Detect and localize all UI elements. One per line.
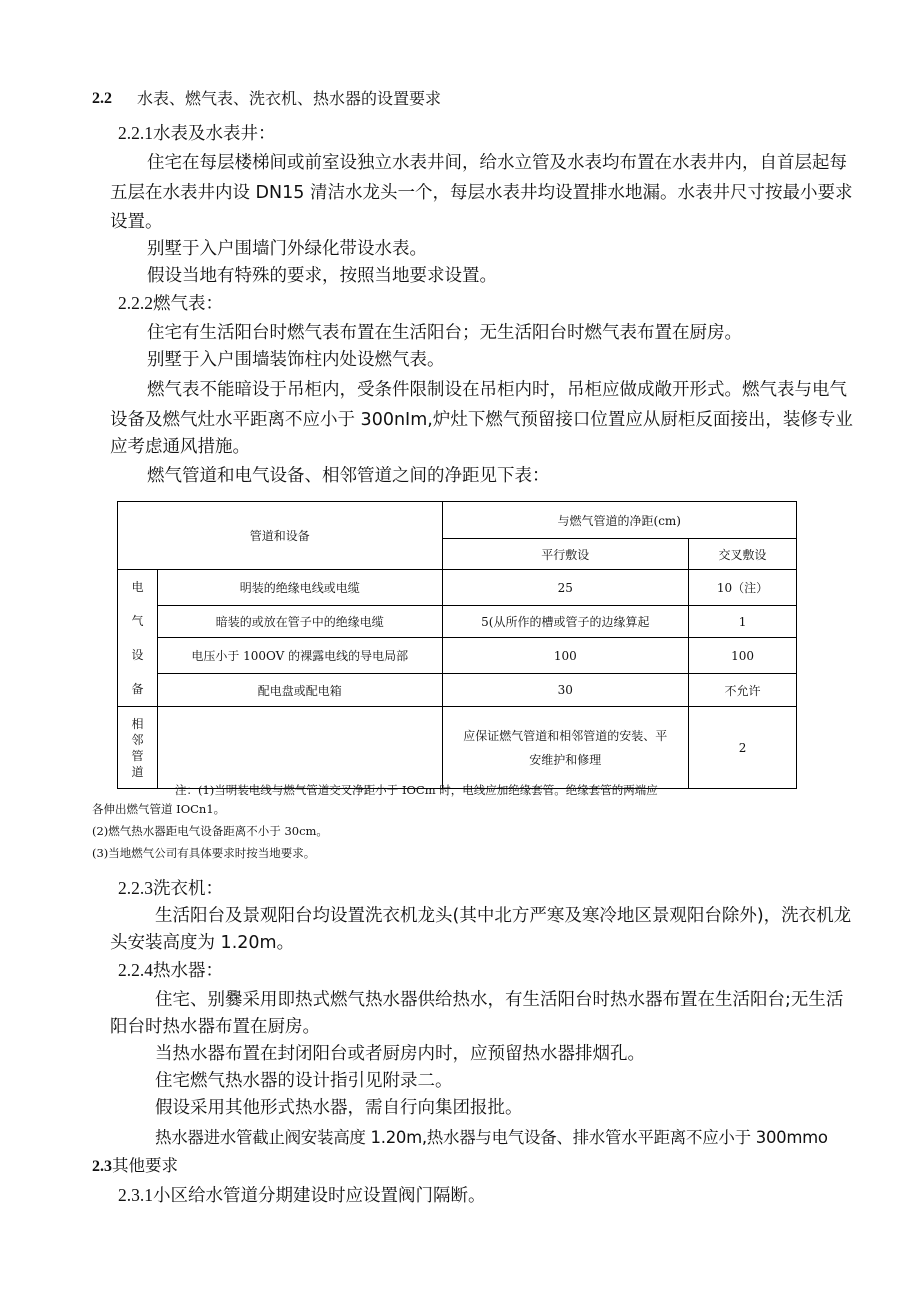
subsection-title: 燃气表： [153,294,223,314]
section-2-3 [92,1154,178,1179]
subsection-2-2-2 [118,291,223,316]
paragraph-line: 假设采用其他形式热水器，需自行向集团报批。 [155,1098,523,1118]
paragraph-line: 住宅燃气热水器的设计指引见附录二。 [155,1071,453,1091]
group-char: 道 [131,764,144,779]
header-clearance: 与燃气管道的净距(cm) [442,502,796,539]
table-row [118,707,797,789]
paragraph-line: 假设当地有特殊的要求，按照当地要求设置。 [147,266,497,286]
row-item: 暗装的或放在管子中的绝缘电缆 [157,606,442,638]
row-cross: 2 [689,707,797,789]
table-row [118,606,797,638]
group-char: 备 [131,682,144,696]
section-number-2-2: 2.2 [92,90,112,107]
row-cross: 1 [689,606,797,638]
header-cross: 交叉敷设 [689,539,797,570]
paragraph-line: 住宅有生活阳台时燃气表布置在生活阳台；无生活阳台时燃气表布置在厨房。 [147,323,742,343]
row-parallel: 30 [442,674,689,707]
row-item: 电压小于 100OV 的裸露电线的导电局部 [157,637,442,673]
row-item [157,707,442,789]
subsection-number: 2.2.4 [118,960,153,980]
row-cross: 10（注） [689,570,797,606]
paragraph-line: 生活阳台及景观阳台均设置洗衣机龙头(其中北方严寒及寒冷地区景观阳台除外)，洗衣机龙 [155,906,852,926]
header-parallel: 平行敷设 [442,539,689,570]
table-note: (2)燃气热水器距电气设备距离不小于 30cm。 [92,824,328,838]
group-char: 电 [131,580,144,594]
subsection-title: 洗衣机： [153,879,223,899]
group-adjacent-pipes [118,707,158,789]
gas-clearance-table [117,501,797,789]
paragraph-line: 头安装高度为 1.20m。 [110,933,295,953]
group-electrical-equipment [118,570,158,707]
row-cross: 不允许 [689,674,797,707]
row-parallel: 100 [442,637,689,673]
group-char: 相 [131,716,144,731]
subsection-2-2-1 [118,121,276,146]
table-row [118,570,797,606]
row-cross: 100 [689,637,797,673]
row-item: 配电盘或配电箱 [157,674,442,707]
group-char: 气 [131,614,144,628]
paragraph-line: 燃气管道和电气设备、相邻管道之间的净距见下表： [147,466,550,486]
subsection-2-2-3 [118,876,223,901]
row-parallel-line: 安维护和修理 [529,752,602,767]
paragraph-line: 应考虑通风措施。 [110,437,250,457]
group-char: 邻 [131,732,144,747]
paragraph-line: 设备及燃气灶水平距离不应小于 300nIm,炉灶下燃气预留接口位置应从厨柜反面接出，装修专业 [110,410,853,430]
subsection-number: 2.3.1 [118,1185,153,1205]
subsection-title: 水表及水表井： [153,124,276,144]
section-number-2-3: 2.3 [92,1158,112,1175]
table-row [118,674,797,707]
paragraph-line: 燃气表不能暗设于吊柜内，受条件限制设在吊柜内时，吊柜应做成敞开形式。燃气表与电气 [147,380,847,400]
group-char: 管 [131,748,144,763]
header-pipes-equipment: 管道和设备 [118,502,443,570]
paragraph-line: 设置。 [110,212,163,232]
table-row [118,637,797,673]
subsection-2-3-1 [118,1183,486,1208]
table-note: 各伸出燃气管道 IOCn1。 [92,802,226,816]
paragraph-line: 五层在水表井内设 DN15 清洁水龙头一个，每层水表井均设置排水地漏。水表井尺寸按最小要求 [110,183,853,203]
table-header-row [118,502,797,539]
paragraph-line: 住宅、别爨采用即热式燃气热水器供给热水，有生活阳台时热水器布置在生活阳台;无生活 [155,990,844,1010]
section-title-2-3: 其他要求 [112,1156,178,1175]
row-parallel [442,707,689,789]
table-note: (3)当地燃气公司有具体要求时按当地要求。 [92,846,316,860]
paragraph-line: 当热水器布置在封闭阳台或者厨房内时，应预留热水器排烟孔。 [155,1044,645,1064]
table-note: 注：(1)当明装电线与燃气管道交叉净距小于 IOCm 时，电线应加绝缘套管。绝缘套管的两端应 [175,783,658,797]
paragraph-line: 阳台时热水器布置在厨房。 [110,1017,320,1037]
paragraph-line: 热水器进水管截止阀安装高度 1.20m,热水器与电气设备、排水管水平距离不应小于 300mmo [155,1128,828,1147]
row-parallel-line: 应保证燃气管道和相邻管道的安装、平 [463,728,668,743]
subsection-number: 2.2.3 [118,878,153,898]
row-item: 明装的绝缘电线或电缆 [157,570,442,606]
group-char: 设 [131,648,144,662]
row-parallel: 25 [442,570,689,606]
subsection-2-2-4 [118,958,223,983]
subsection-number: 2.2.1 [118,123,153,143]
subsection-number: 2.2.2 [118,293,153,313]
subsection-title: 热水器： [153,961,223,981]
subsection-title: 小区给水管道分期建设时应设置阀门隔断。 [153,1186,486,1206]
paragraph-line: 别墅于入户围墙门外绿化带设水表。 [147,239,427,259]
paragraph-line: 住宅在每层楼梯间或前室设独立水表井间，给水立管及水表均布置在水表井内，自首层起每 [147,153,847,173]
paragraph-line: 别墅于入户围墙装饰柱内处设燃气表。 [147,350,445,370]
section-title-2-2: 水表、燃气表、洗衣机、热水器的设置要求 [137,89,442,108]
row-parallel: 5(从所作的槽或管子的边缘算起 [442,606,689,638]
